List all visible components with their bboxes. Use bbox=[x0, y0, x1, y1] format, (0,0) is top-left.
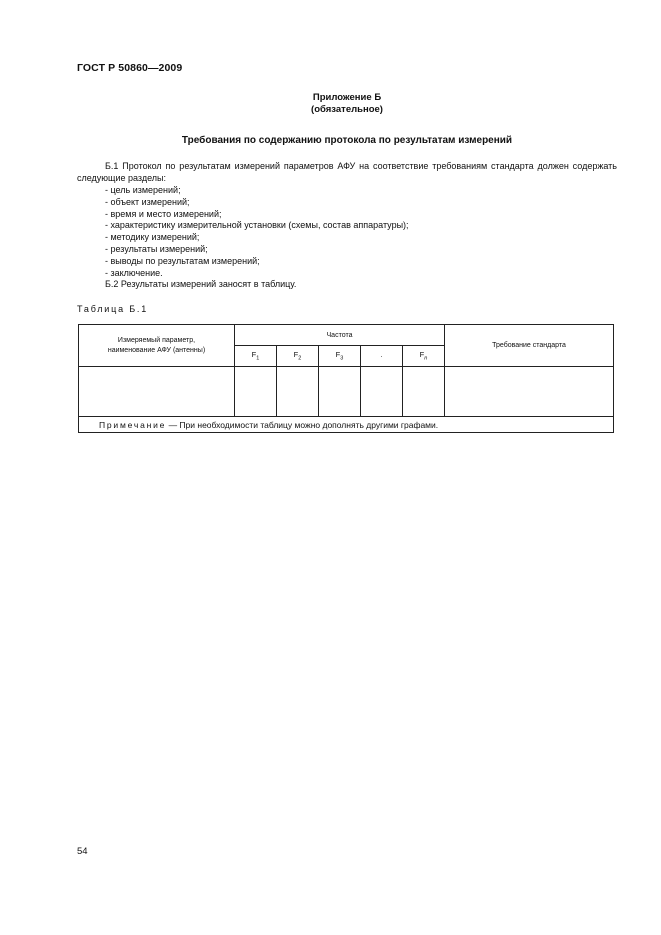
list-item: - время и место измерений; bbox=[105, 208, 222, 219]
header-frequency: Частота bbox=[235, 325, 445, 346]
requirements-list bbox=[105, 185, 409, 279]
header-param-label: Измеряемый параметр, наименование АФУ (антенны) bbox=[107, 337, 206, 354]
header-f2: $F_2$ bbox=[277, 346, 319, 367]
standard-code: ГОСТ Р 50860—2009 bbox=[77, 62, 183, 74]
table-cell bbox=[277, 367, 319, 417]
table-cell bbox=[361, 367, 403, 417]
header-f1: $F_1$ bbox=[235, 346, 277, 367]
paragraph-b1: Б.1 Протокол по результатам измерений параметров АФУ на соответствие требованиям стандарта должен содержать следующие разделы: bbox=[77, 161, 617, 183]
list-item: - цель измерений; bbox=[105, 185, 181, 195]
table-note bbox=[79, 417, 614, 433]
table-cell bbox=[445, 367, 614, 417]
list-item: - выводы по результатам измерений; bbox=[105, 255, 260, 266]
section-title: Требования по содержанию протокола по результатам измерений bbox=[181, 135, 513, 146]
list-item: - методику измерений; bbox=[105, 232, 200, 243]
table-cell bbox=[79, 367, 235, 417]
table-row bbox=[79, 367, 614, 417]
annex-title: Приложение Б bbox=[312, 92, 382, 103]
results-table bbox=[78, 324, 614, 433]
header-requirement: Требование стандарта bbox=[445, 325, 614, 367]
annex-status: (обязательное) bbox=[311, 104, 383, 115]
header-fn: $F_n$ bbox=[403, 346, 445, 367]
paragraph-b2: Б.2 Результаты измерений заносят в таблицу. bbox=[105, 279, 297, 289]
header-ellipsis: . bbox=[361, 346, 403, 367]
table-cell bbox=[235, 367, 277, 417]
list-item: - характеристику измерительной установки (схемы, состав аппаратуры); bbox=[105, 220, 409, 231]
list-item: - заключение. bbox=[105, 267, 163, 278]
table-cell bbox=[403, 367, 445, 417]
table-cell bbox=[319, 367, 361, 417]
page-number: 54 bbox=[77, 846, 88, 857]
note-text: — При необходимости таблицу можно дополнять другими графами. bbox=[166, 419, 439, 430]
note-label: Примечание bbox=[99, 419, 167, 430]
header-param bbox=[79, 325, 235, 367]
list-item: - объект измерений; bbox=[105, 196, 190, 207]
header-f3: $F_3$ bbox=[319, 346, 361, 367]
table-caption: Таблица Б.1 bbox=[77, 304, 149, 314]
list-item: - результаты измерений; bbox=[105, 243, 208, 254]
